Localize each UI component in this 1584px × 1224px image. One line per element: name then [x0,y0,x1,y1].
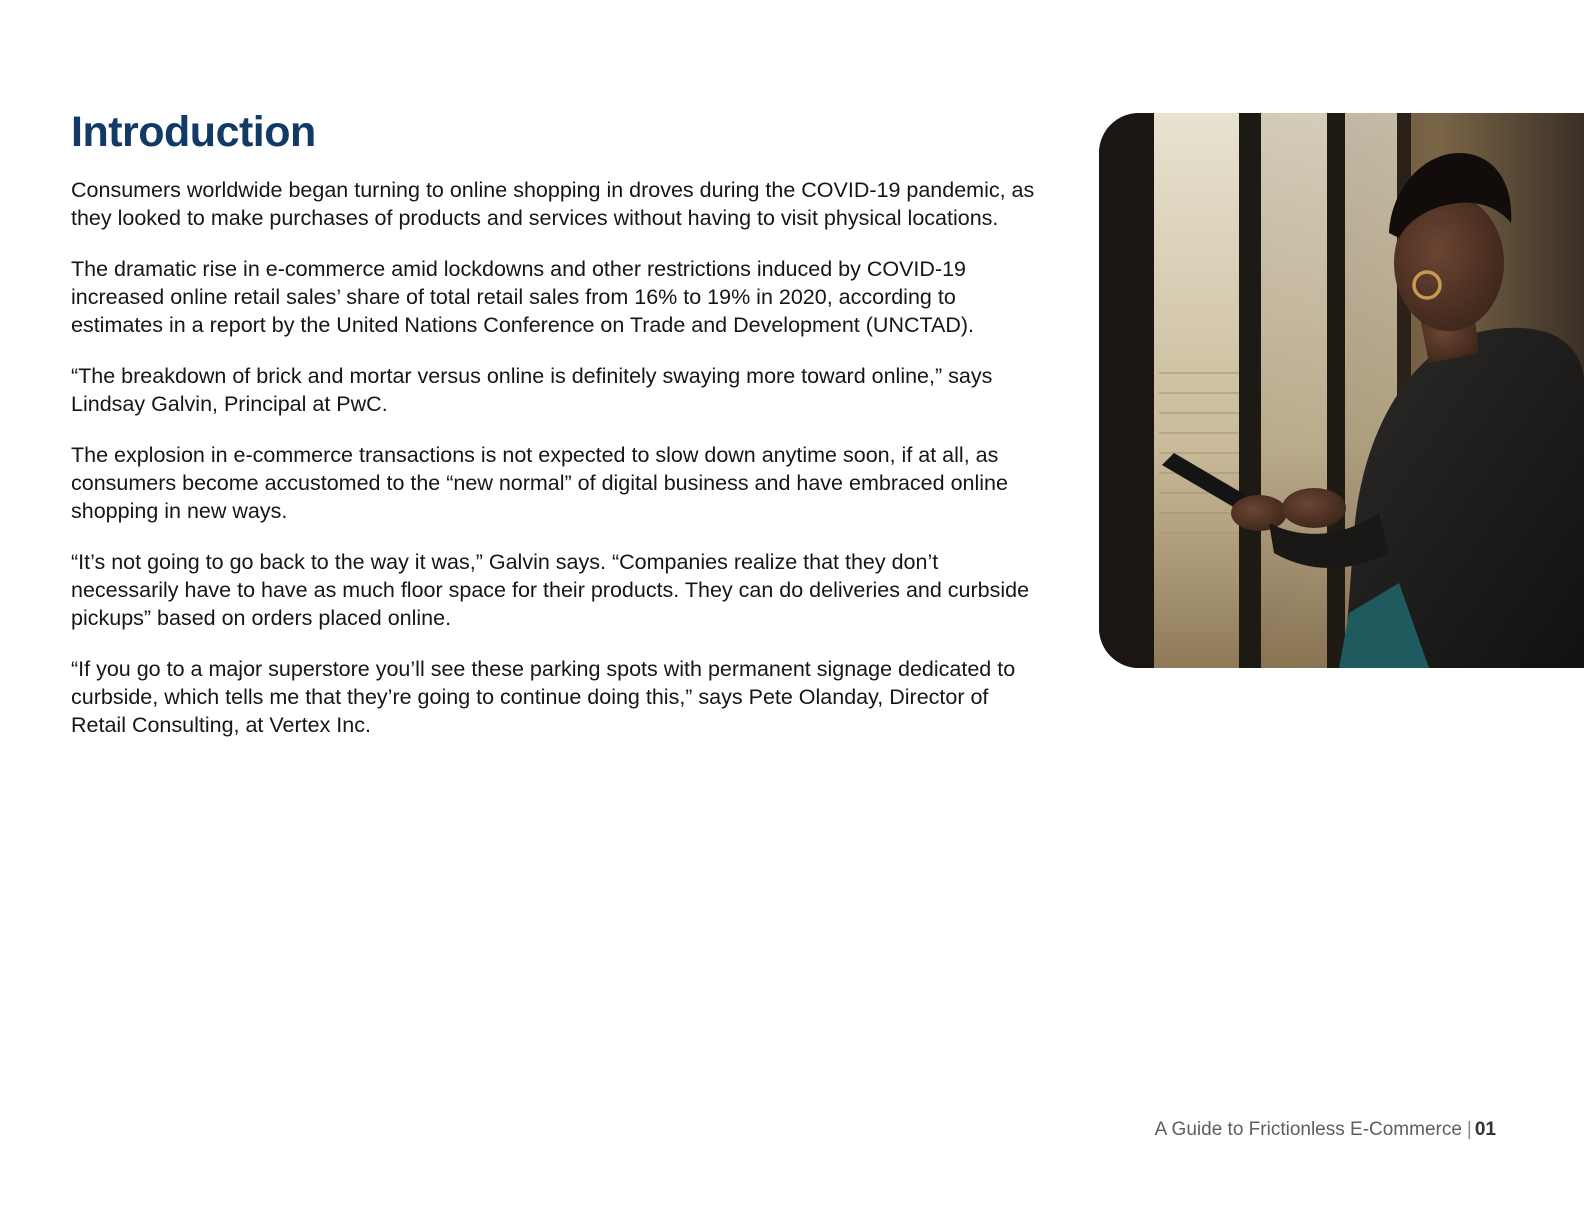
page-number: 01 [1474,1119,1496,1140]
paragraph-1: Consumers worldwide began turning to online shopping in droves during the COVID-19 pandemic, as they looked to make purchases of products and services without having to visit physical locations. [71,178,1035,230]
paragraph-6: “If you go to a major superstore you’ll see these parking spots with permanent signage dedicated to curbside, which tells me that they’re going to continue doing this,” says Pete Olanday, Director of Retail Consulting, at Vertex Inc. [71,657,1016,737]
footer [1155,1117,1496,1143]
page-title: Introduction [71,108,316,156]
paragraph-4: The explosion in e-commerce transactions is not expected to slow down anytime soon, if at all, as consumers become accustomed to the “new normal” of digital business and have embraced online shopping in new ways. [71,443,1008,523]
woman-with-tablet-photo [1099,113,1584,668]
paragraph-3: “The breakdown of brick and mortar versus online is definitely swaying more toward online,” says Lindsay Galvin, Principal at PwC. [71,364,993,416]
paragraph-5: “It’s not going to go back to the way it was,” Galvin says. “Companies realize that they don’t necessarily have to have as much floor space for their products. They can do deliveries and curbside pickups” based on orders placed online. [71,550,1030,630]
footer-divider: | [1466,1119,1472,1140]
body-text [71,176,1046,762]
paragraph-2: The dramatic rise in e-commerce amid lockdowns and other restrictions induced by COVID-19 increased online retail sales’ share of total retail sales from 16% to 19% in 2020, according to estimates in a report by the United Nations Conference on Trade and Development (UNCTAD). [71,257,975,337]
footer-guide-title: A Guide to Frictionless E-Commerce [1154,1119,1462,1140]
